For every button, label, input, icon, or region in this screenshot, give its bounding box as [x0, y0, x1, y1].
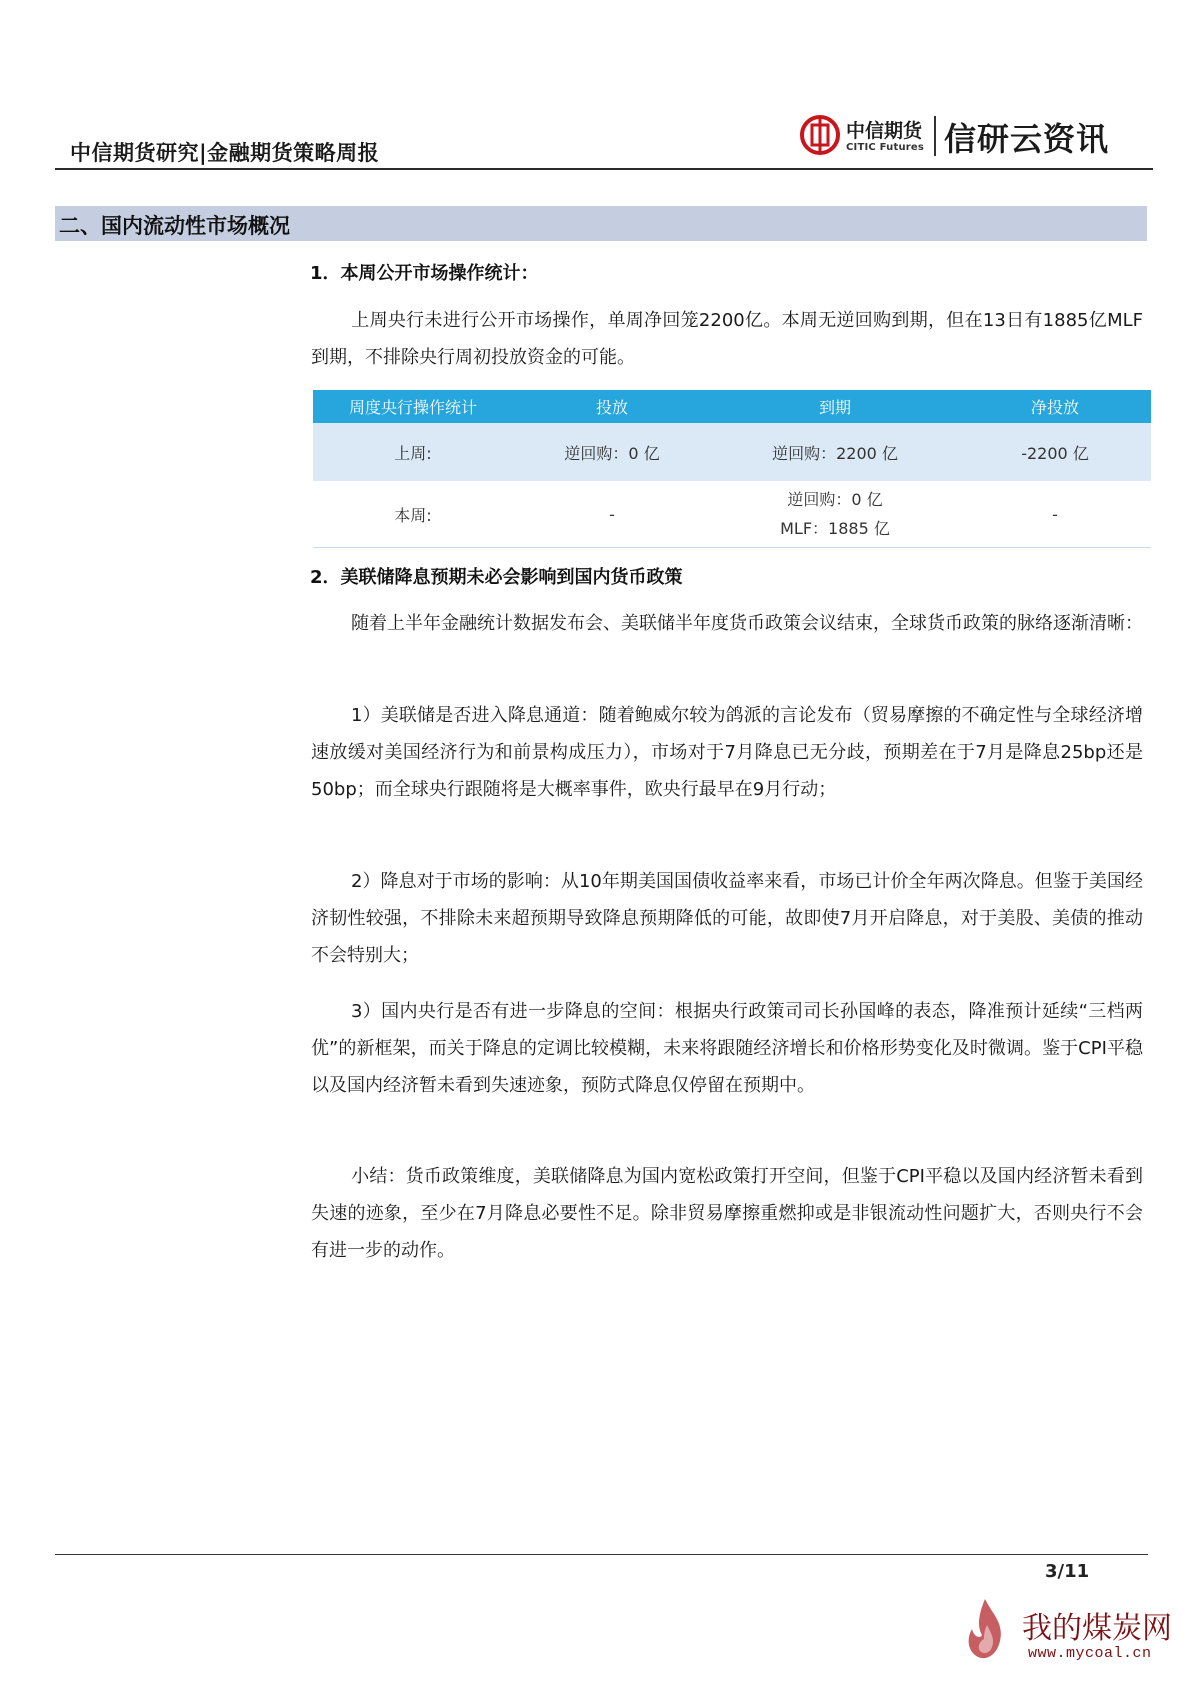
section-bar — [55, 206, 1147, 241]
table-row — [313, 423, 1151, 481]
table-row — [313, 481, 1151, 548]
page-number: 3/11 — [1045, 1561, 1090, 1582]
watermark-url: www.mycoal.cn — [1028, 1645, 1152, 1662]
section-title: 二、国内流动性市场概况 — [59, 214, 290, 238]
logo-cn-text: 中信期货 — [846, 120, 923, 142]
table-cell-line: MLF：1885 亿 — [780, 519, 890, 538]
part2-item1 — [311, 697, 1143, 808]
table-header-cell: 净投放 — [959, 390, 1151, 423]
table-cell: 逆回购：0 亿 — [513, 423, 711, 481]
logo-en-text: CITIC Futures — [846, 142, 925, 153]
table-cell: - — [513, 481, 711, 548]
table-cell-line: 逆回购：0 亿 — [787, 490, 883, 509]
table-header-cell: 周度央行操作统计 — [313, 390, 513, 423]
flame-icon — [960, 1595, 1010, 1665]
part2-summary-text: 小结：货币政策维度，美联储降息为国内宽松政策打开空间，但鉴于CPI平稳以及国内经济暂未看到失速的迹象，至少在7月降息必要性不足。除非贸易摩擦重燃抑或是非银流动性问题扩大，否则央行不会有进一步的动作。 — [311, 1166, 1143, 1261]
part2-heading: 2．美联储降息预期未必会影响到国内货币政策 — [310, 567, 683, 588]
watermark — [960, 1595, 1180, 1685]
part2-summary — [311, 1158, 1143, 1269]
table-cell: 本周: — [313, 481, 513, 548]
table-cell — [711, 481, 959, 548]
table-cell: 逆回购：2200 亿 — [711, 423, 959, 481]
logo-divider — [934, 116, 936, 156]
part2-intro-text: 随着上半年金融统计数据发布会、美联储半年度货币政策会议结束，全球货币政策的脉络逐渐清晰： — [351, 613, 1143, 634]
part1-text: 上周央行未进行公开市场操作，单周净回笼2200亿。本周无逆回购到期，但在13日有1885亿MLF到期，不排除央行周初投放资金的可能。 — [311, 310, 1143, 368]
table-header-cell: 投放 — [513, 390, 711, 423]
report-title: 中信期货研究|金融期货策略周报 — [70, 141, 380, 165]
table-header-row — [313, 390, 1151, 423]
brand-name: 信研云资讯 — [944, 120, 1110, 158]
table-header-cell: 到期 — [711, 390, 959, 423]
part2-item3 — [311, 993, 1143, 1104]
table-cell: - — [959, 481, 1151, 548]
citic-emblem-icon — [800, 115, 840, 155]
part2-item2-text: 2）降息对于市场的影响：从10年期美国国债收益率来看，市场已计价全年两次降息。但鉴于美国经济韧性较强，不排除未来超预期导致降息预期降低的可能，故即使7月开启降息，对于美股、美债的推动不会特别大； — [311, 871, 1143, 966]
part1-paragraph — [311, 302, 1143, 376]
part2-item2 — [311, 863, 1143, 974]
table-cell: 上周: — [313, 423, 513, 481]
part2-item1-text: 1）美联储是否进入降息通道：随着鲍威尔较为鸽派的言论发布（贸易摩擦的不确定性与全球经济增速放缓对美国经济行为和前景构成压力），市场对于7月降息已无分歧，预期差在于7月是降息25bp还是50bp；而全球央行跟随将是大概率事件，欧央行最早在9月行动； — [311, 705, 1143, 800]
table-cell: -2200 亿 — [959, 423, 1151, 481]
part2-intro — [311, 605, 1143, 642]
watermark-text: 我的煤炭网 — [1022, 1611, 1172, 1646]
pboc-operations-table — [313, 390, 1151, 548]
header-rule — [55, 168, 1153, 170]
footer-rule — [55, 1554, 1148, 1555]
part2-item3-text: 3）国内央行是否有进一步降息的空间：根据央行政策司司长孙国峰的表态，降准预计延续“三档两优”的新框架，而关于降息的定调比较模糊，未来将跟随经济增长和价格形势变化及时微调。鉴于CPI平稳以及国内经济暂未看到失速迹象，预防式降息仅停留在预期中。 — [311, 1001, 1143, 1096]
part1-heading: 1．本周公开市场操作统计： — [310, 263, 539, 284]
